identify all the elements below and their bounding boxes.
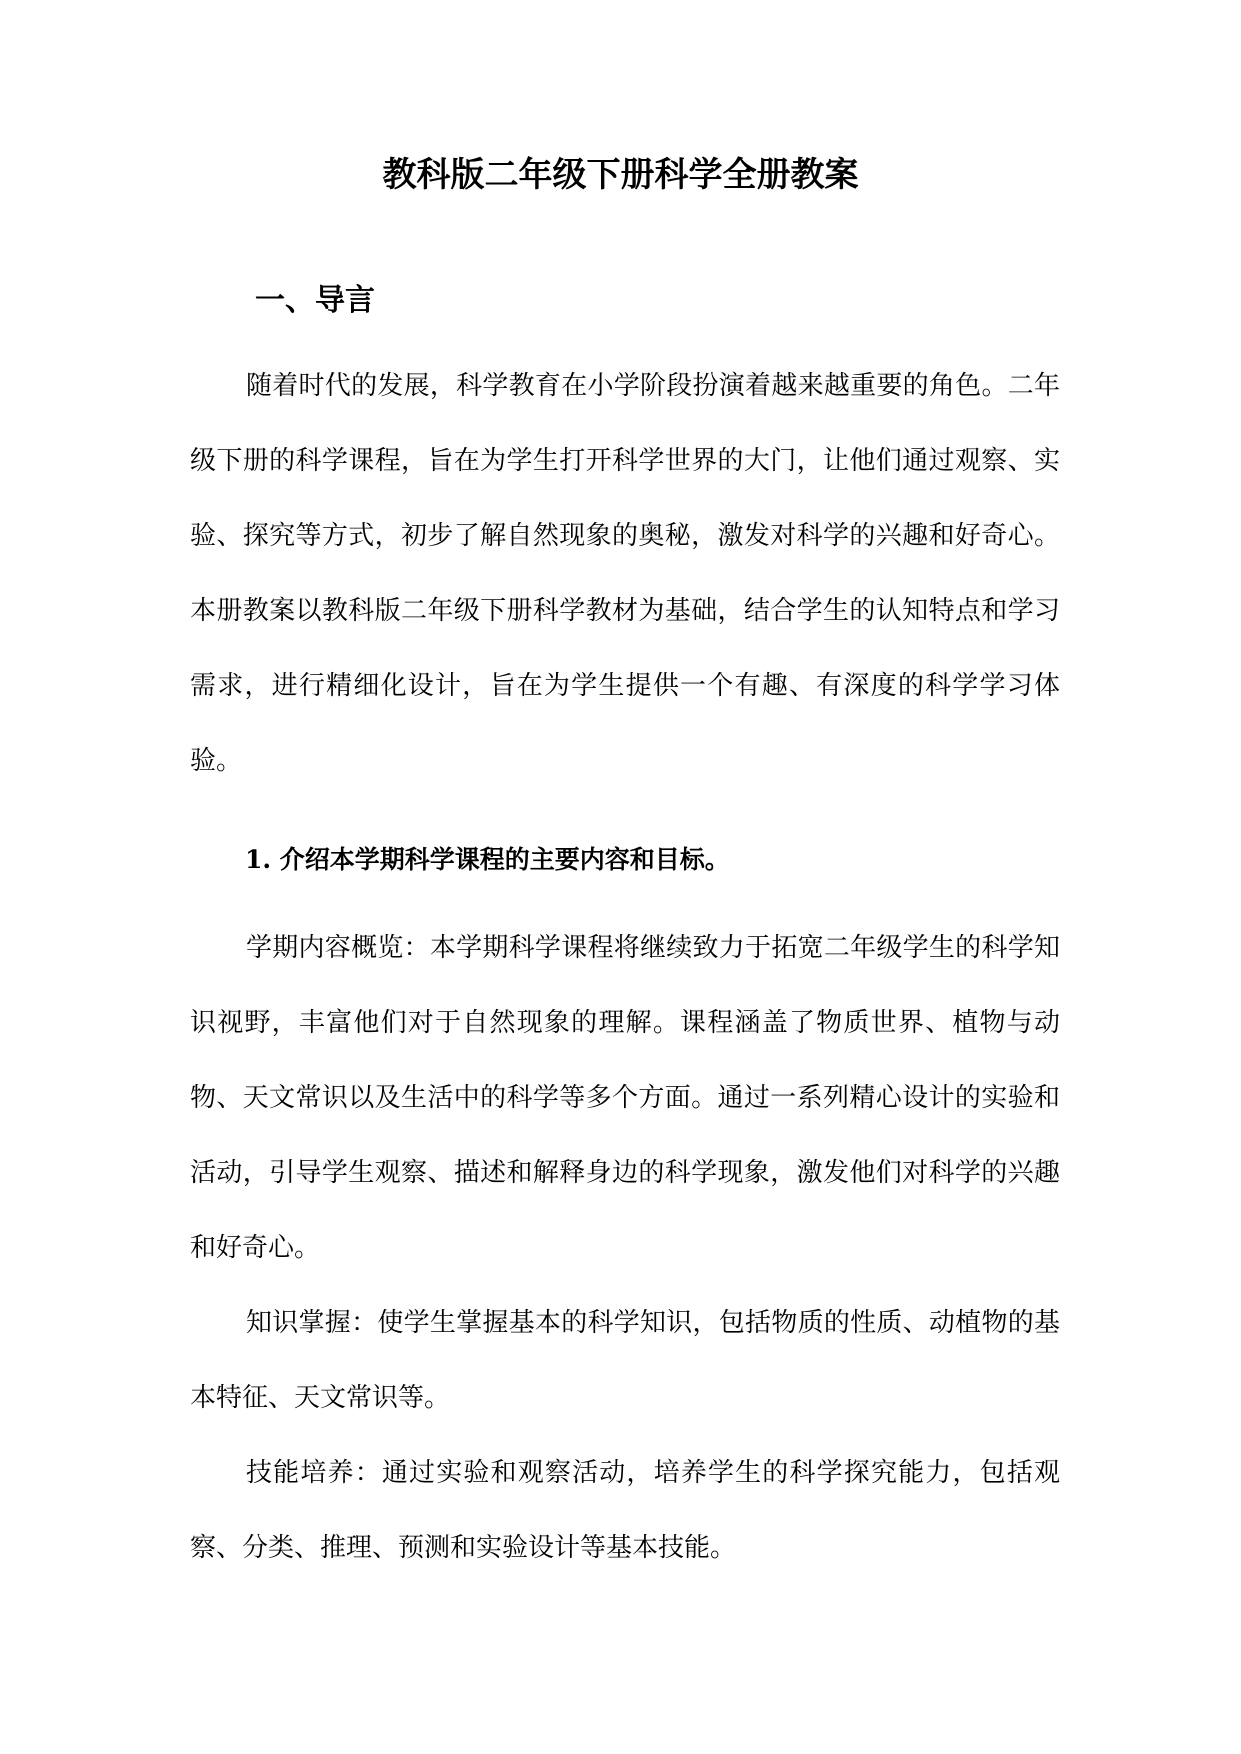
knowledge-goal-paragraph: 知识掌握：使学生掌握基本的科学知识，包括物质的性质、动植物的基本特征、天文常识等。 xyxy=(190,1308,1060,1413)
document-title: 教科版二年级下册科学全册教案 xyxy=(382,155,859,195)
semester-overview-paragraph: 学期内容概览：本学期科学课程将继续致力于拓宽二年级学生的科学知识视野，丰富他们对于自然现象的理解。课程涵盖了物质世界、植物与动物、天文常识以及生活中的科学等多个方面。通过一系列精心设计的实验和活动，引导学生观察、描述和解释身边的科学现象，激发他们对科学的兴趣和好奇心。 xyxy=(190,933,1060,1263)
section-heading-introduction: 一、导言 xyxy=(255,283,375,318)
subsection-heading-course-content: 1. 介绍本学期科学课程的主要内容和目标。 xyxy=(245,845,730,874)
skills-goal-paragraph: 技能培养：通过实验和观察活动，培养学生的科学探究能力，包括观察、分类、推理、预测和实验设计等基本技能。 xyxy=(190,1458,1060,1563)
introduction-paragraph: 随着时代的发展，科学教育在小学阶段扮演着越来越重要的角色。二年级下册的科学课程，旨在为学生打开科学世界的大门，让他们通过观察、实验、探究等方式，初步了解自然现象的奥秘，激发对科学的兴趣和好奇心。本册教案以教科版二年级下册科学教材为基础，结合学生的认知特点和学习需求，进行精细化设计，旨在为学生提供一个有趣、有深度的科学学习体验。 xyxy=(190,371,1060,776)
